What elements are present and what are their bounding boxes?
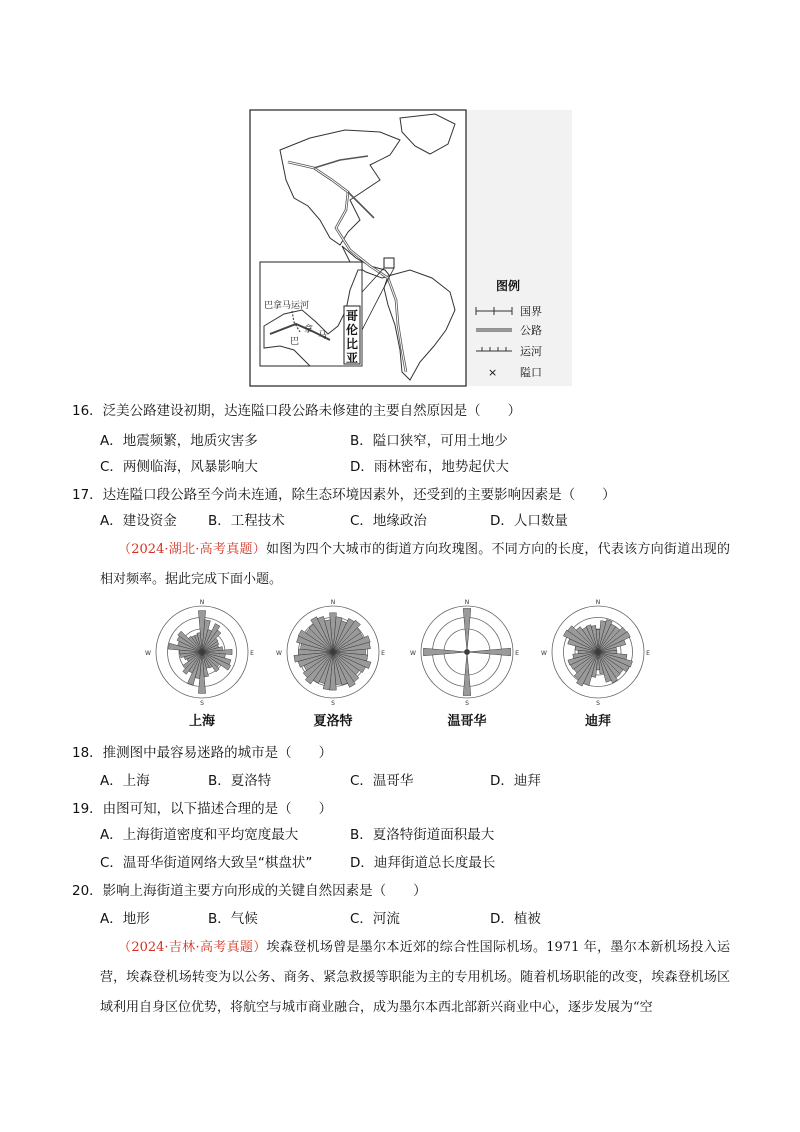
intro-1-source: （2024·湖北·高考真题） [118,542,266,557]
rose-1 [145,599,254,729]
intro-paragraph-1 [100,535,730,595]
rose-compass-e: E [646,650,650,657]
q17-option-c[interactable]: C．地缘政治 [350,513,427,529]
q20-option-d[interactable]: D．植被 [490,911,541,927]
q19-stem: 19．由图可知，以下描述合理的是（ ） [72,801,333,817]
colombia-label-3: 比 [346,337,359,351]
q16-option-b[interactable]: B．隘口狭窄，可用土地少 [350,433,508,449]
inset-canal-label: 巴拿马运河 [264,301,310,311]
q19-option-c[interactable]: C．温哥华街道网络大致呈“棋盘状” [100,855,313,871]
rose-compass-e: E [250,650,254,657]
q18-stem: 18．推测图中最容易迷路的城市是（ ） [72,745,333,761]
rose-compass-s: S [465,700,469,707]
intro-2-source: （2024·吉林·高考真题） [118,940,267,955]
q19-option-b[interactable]: B．夏洛特街道面积最大 [350,827,495,843]
q19-option-d[interactable]: D．迪拜街道总长度最长 [350,855,496,871]
legend-border-label: 国界 [520,305,542,318]
intro-2-text: 埃森登机场曾是墨尔本近郊的综合性国际机场。1971 年，墨尔本新机场投入运营，埃森登机场转变为以公务、商务、紧急救援等职能为主的专用机场。随着机场职能的改变，埃森登机场区域利用自身区位优势，将航空与城市商业融合，成为墨尔本西北部新兴商业中心，逐步发展为“空 [100,940,730,1015]
rose-3 [410,599,519,729]
street-orientation-roses [145,599,670,735]
rose-compass-e: E [381,650,385,657]
rose-compass-s: S [596,700,600,707]
rose-city-label: 温哥华 [447,714,487,729]
q20-stem: 20．影响上海街道主要方向形成的关键自然因素是（ ） [72,883,427,899]
q18-option-d[interactable]: D．迪拜 [490,773,541,789]
rose-city-label: 夏洛特 [313,714,353,729]
legend-gap-label: 隘口 [520,366,542,379]
legend-road-label: 公路 [520,324,542,337]
q20-option-b[interactable]: B．气候 [208,911,258,927]
rose-compass-s: S [200,700,204,707]
q20-option-c[interactable]: C．河流 [350,911,400,927]
q16-stem: 16．泛美公路建设初期，达连隘口段公路未修建的主要自然原因是（ ） [72,403,522,419]
q17-option-b[interactable]: B．工程技术 [208,513,285,529]
inset-country-label-2: 拿 [304,325,314,335]
colombia-label-2: 伦 [346,323,359,337]
legend-gap-icon: × [488,366,498,379]
q16-option-d[interactable]: D．雨林密布，地势起伏大 [350,459,509,475]
legend-canal-label: 运河 [520,345,542,358]
rose-compass-s: S [331,700,335,707]
q17-option-a[interactable]: A．建设资金 [100,513,177,529]
q19-option-a[interactable]: A．上海街道密度和平均宽度最大 [100,827,299,843]
q16-option-c[interactable]: C．两侧临海，风暴影响大 [100,459,258,475]
q20-option-a[interactable]: A．地形 [100,911,150,927]
rose-compass-n: N [464,599,470,606]
rose-compass-w: W [410,650,416,657]
americas-map [250,110,572,386]
q17-stem: 17．达连隘口段公路至今尚未连通，除生态环境因素外，还受到的主要影响因素是（ ） [72,487,616,503]
rose-compass-w: W [541,650,547,657]
rose-city-label: 上海 [188,714,216,729]
q18-option-b[interactable]: B．夏洛特 [208,773,272,789]
q17-option-d[interactable]: D．人口数量 [490,513,568,529]
inset-country-label-1: 巴 [290,337,300,347]
inset-country-label-3: 马 [318,331,328,341]
q16-option-a[interactable]: A．地震频繁，地质灾害多 [100,433,258,449]
intro-paragraph-2 [100,933,730,1023]
rose-compass-n: N [199,599,205,606]
rose-compass-n: N [595,599,601,606]
colombia-label-1: 哥 [346,309,359,323]
intro-1-text: 如图为四个大城市的街道方向玫瑰图。不同方向的长度，代表该方向街道出现的相对频率。据此完成下面小题。 [100,542,730,587]
rose-compass-n: N [330,599,336,606]
rose-compass-w: W [276,650,282,657]
rose-city-label: 迪拜 [584,714,612,729]
rose-2 [276,599,385,729]
q18-option-c[interactable]: C．温哥华 [350,773,414,789]
rose-compass-w: W [145,650,151,657]
q18-option-a[interactable]: A．上海 [100,773,150,789]
legend-title: 图例 [496,279,521,293]
rose-compass-e: E [515,650,519,657]
rose-4 [541,599,650,729]
colombia-label-4: 亚 [346,351,359,365]
